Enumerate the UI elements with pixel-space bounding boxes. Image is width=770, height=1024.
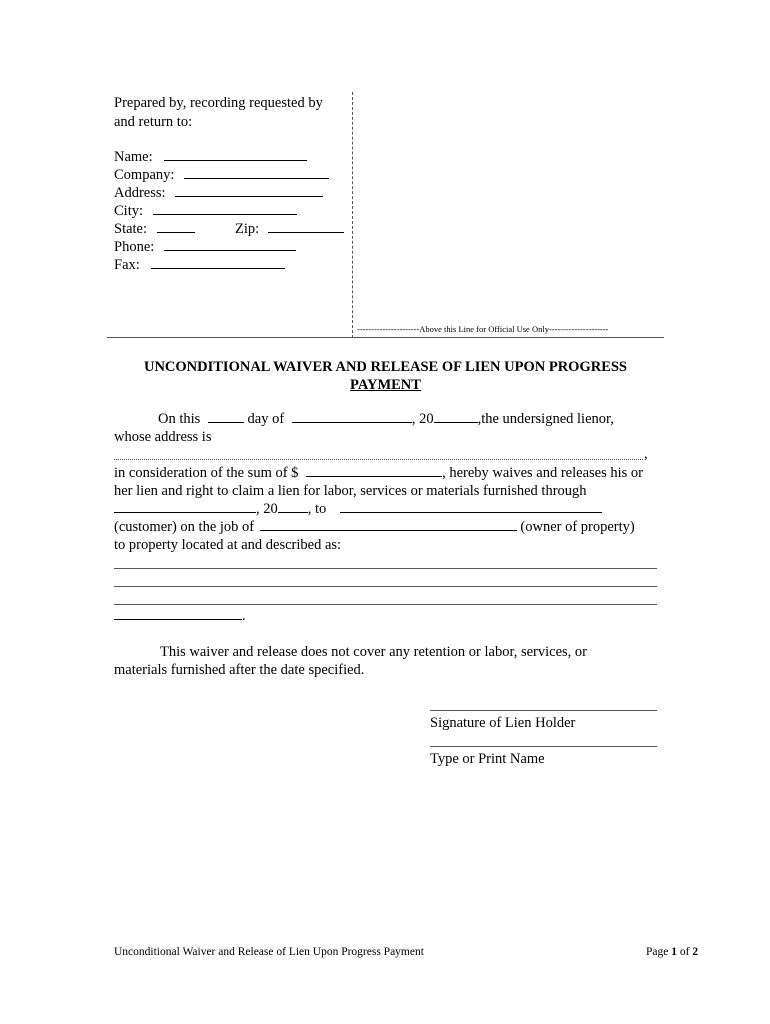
consideration-text: in consideration of the sum of $ — [114, 465, 299, 481]
zip-label: Zip: — [235, 221, 260, 237]
owner-field[interactable] — [260, 518, 517, 531]
phone-label: Phone: — [114, 239, 155, 255]
name-field[interactable] — [164, 148, 307, 161]
signature-line[interactable] — [430, 710, 657, 711]
city-field[interactable] — [153, 202, 297, 215]
phone-field[interactable] — [164, 238, 296, 251]
description-line-1[interactable] — [114, 568, 657, 569]
property-text: to property located at and described as: — [114, 537, 342, 553]
city-label: City: — [114, 203, 144, 219]
fax-field[interactable] — [151, 256, 285, 269]
on-this-text: On this — [158, 411, 201, 427]
zip-field[interactable] — [268, 220, 344, 233]
page-number — [646, 946, 698, 958]
day-of-text: day of — [247, 411, 285, 427]
official-use-text: ----------------------Above this Line for Official Use Only--------------------- — [357, 324, 609, 334]
state-row — [114, 220, 195, 238]
print-name-line[interactable] — [430, 746, 657, 747]
description-line-3[interactable] — [114, 604, 657, 605]
return-to-text: and return to: — [114, 114, 193, 130]
description-line-4[interactable] — [114, 607, 242, 620]
page-of: of — [676, 946, 693, 958]
fax-label: Fax: — [114, 257, 140, 273]
name-label: Name: — [114, 149, 153, 165]
page-prefix: Page — [646, 946, 672, 958]
customer-row — [114, 518, 635, 536]
name-row — [114, 148, 307, 166]
year-prefix-text: , 20 — [411, 411, 434, 427]
through-date-row — [114, 500, 602, 518]
hereby-text: , hereby waives and releases his or — [442, 465, 643, 481]
signature-label: Signature of Lien Holder — [430, 715, 576, 731]
address-comma: , — [644, 446, 648, 462]
amount-field[interactable] — [306, 464, 442, 477]
footer-title: Unconditional Waiver and Release of Lien Upon Progress Payment — [114, 946, 424, 958]
owner-text: (owner of property) — [520, 519, 635, 535]
day-field[interactable] — [208, 410, 244, 423]
page-total: 2 — [692, 946, 699, 958]
company-label: Company: — [114, 167, 175, 183]
document-title-line1: UNCONDITIONAL WAIVER AND RELEASE OF LIEN UPON PROGRESS — [143, 359, 628, 375]
company-row — [114, 166, 329, 184]
state-field[interactable] — [157, 220, 195, 233]
to-text: , to — [307, 501, 327, 517]
company-field[interactable] — [184, 166, 329, 179]
waiver-note-line1: This waiver and release does not cover any retention or labor, services, or — [160, 644, 588, 660]
page-current: 1 — [671, 946, 677, 958]
zip-row — [235, 220, 344, 238]
her-lien-text: her lien and right to claim a lien for labor, services or materials furnished through — [114, 483, 587, 499]
through-date-field[interactable] — [114, 500, 256, 513]
consideration-row — [114, 464, 643, 482]
month-field[interactable] — [292, 410, 412, 423]
customer-text: (customer) on the job of — [114, 519, 255, 535]
address-row — [114, 184, 323, 202]
fax-row — [114, 256, 285, 274]
period-text: . — [242, 608, 246, 624]
through-year-field[interactable] — [278, 500, 308, 513]
header-rule — [107, 337, 664, 338]
description-end-row — [114, 607, 246, 625]
year-field[interactable] — [434, 410, 478, 423]
phone-row — [114, 238, 296, 256]
address-label: Address: — [114, 185, 166, 201]
through-year-prefix: , 20 — [256, 501, 278, 517]
state-label: State: — [114, 221, 148, 237]
prepared-by-text: Prepared by, recording requested by — [114, 95, 323, 111]
description-line-2[interactable] — [114, 586, 657, 587]
city-row — [114, 202, 297, 220]
address-field[interactable] — [175, 184, 323, 197]
lienor-address-field[interactable] — [114, 459, 643, 460]
header-divider — [352, 92, 353, 338]
print-name-label: Type or Print Name — [430, 751, 545, 767]
waiver-note-line2: materials furnished after the date specified. — [114, 662, 365, 678]
document-title-line2: PAYMENT — [350, 377, 421, 393]
whose-address-text: whose address is — [114, 429, 212, 445]
undersigned-text: ,the undersigned lienor, — [477, 411, 614, 427]
customer-field[interactable] — [340, 500, 602, 513]
date-row — [158, 410, 614, 428]
